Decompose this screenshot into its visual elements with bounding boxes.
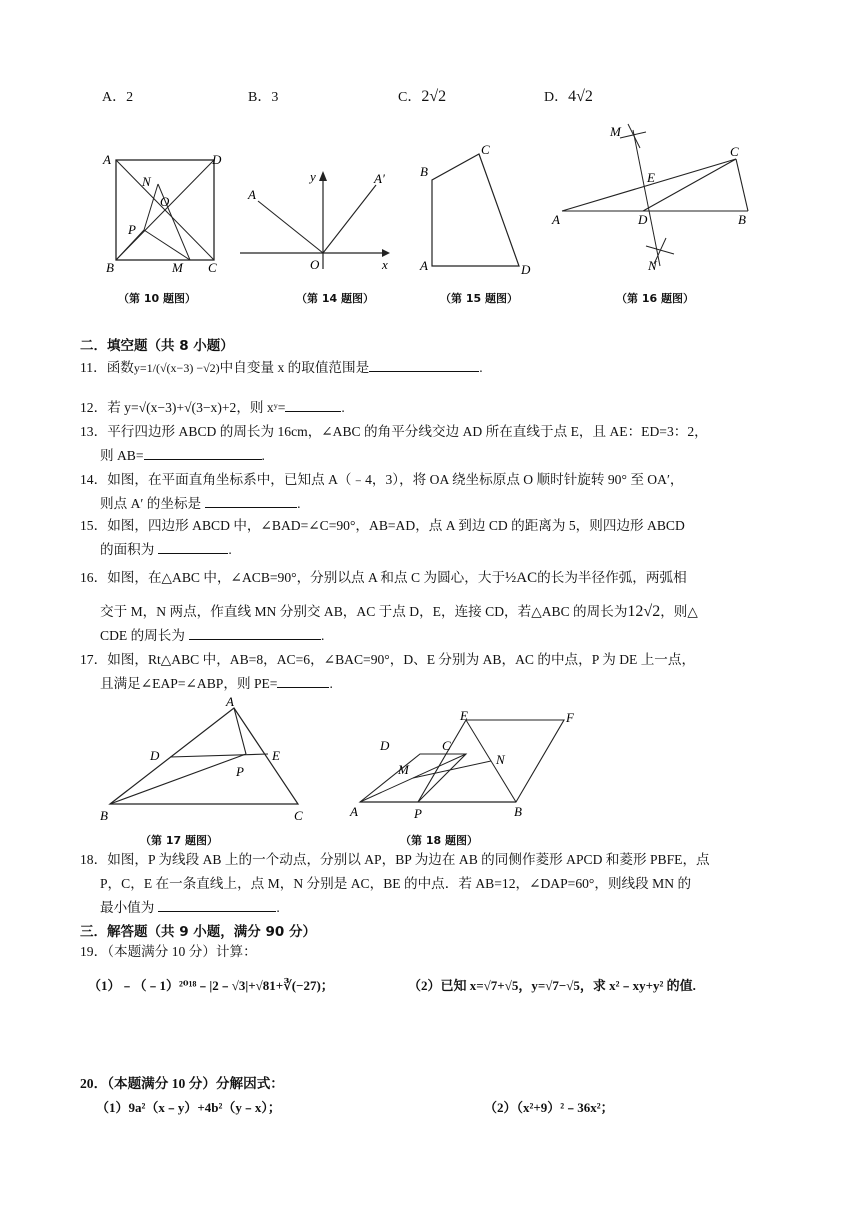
question-16-line3: CDE 的周长为 . — [100, 624, 324, 648]
fig15-caption: （第 15 题图） — [440, 292, 518, 305]
fig15-label-d: D — [521, 262, 531, 277]
fig16-label-e: E — [647, 170, 655, 185]
fig14-label-a: A — [248, 187, 256, 202]
choice-a: A．2 — [102, 90, 134, 105]
fig10-label-d: D — [212, 152, 222, 167]
question-20-part1: （1）9a²（x﹣y）+4b²（y﹣x）； — [96, 1100, 281, 1115]
fig17-caption: （第 17 题图） — [140, 834, 218, 847]
fig10-label-p: P — [128, 222, 136, 237]
fig17-label-b: B — [100, 808, 108, 823]
question-13-line2: 则 AB= . — [100, 444, 265, 468]
fig17-label-d: D — [150, 748, 160, 763]
figure-16 — [550, 118, 760, 278]
fig18-label-p: P — [414, 806, 422, 821]
fig17-label-p: P — [236, 764, 244, 779]
question-11: 11．函数y=1/(√(x−3) −√2)中自变量 x 的取值范围是 . — [80, 356, 483, 380]
question-20: 20．（本题满分 10 分）分解因式： — [80, 1076, 284, 1091]
question-18-line2: P，C，E 在一条直线上，点 M，N 分别是 AC，BE 的中点．若 AB=12，∠DAP=60°，则线段 MN 的 — [100, 876, 692, 891]
figure-10 — [100, 148, 230, 278]
question-19: 19．（本题满分 10 分）计算： — [80, 944, 257, 959]
fig15-label-b: B — [420, 164, 428, 179]
fig14-label-x: x — [382, 257, 388, 272]
fig17-label-c: C — [294, 808, 303, 823]
question-18: 18．如图，P 为线段 AB 上的一个动点，分别以 AP，BP 为边在 AB 的同侧作菱形 APCD 和菱形 PBFE，点 — [80, 852, 710, 867]
fig16-label-d: D — [638, 212, 648, 227]
question-12: 12．若 y=√(x−3)+√(3−x)+2，则 xʸ= . — [80, 396, 345, 420]
fig14-label-y: y — [310, 169, 316, 184]
question-17-line2: 且满足∠EAP=∠ABP，则 PE= . — [100, 672, 333, 696]
fig18-label-f: F — [566, 710, 574, 725]
fig16-caption: （第 16 题图） — [616, 292, 694, 305]
fig16-label-n: N — [648, 258, 657, 273]
section-3-title: 三．解答题（共 9 小题，满分 90 分） — [80, 924, 316, 940]
fig10-label-c: C — [208, 260, 217, 275]
figure-18 — [346, 708, 586, 824]
question-15: 15．如图，四边形 ABCD 中，∠BAD=∠C=90°，AB=AD，点 A 到边 CD 的距离为 5，则四边形 ABCD — [80, 518, 685, 533]
question-16-line2: 交于 M，N 两点，作直线 MN 分别交 AB，AC 于点 D，E，连接 CD，若△ABC 的周长为12√2，则△ — [100, 603, 698, 620]
fig18-label-e: E — [460, 708, 468, 723]
choice-c: C．2√2 — [398, 88, 447, 105]
figure-14 — [240, 165, 400, 280]
fig10-label-n: N — [142, 174, 151, 189]
fig18-label-c: C — [442, 738, 451, 753]
fig18-label-d: D — [380, 738, 390, 753]
fig16-label-b: B — [738, 212, 746, 227]
fig15-label-a: A — [420, 258, 428, 273]
fig10-label-o: O — [160, 194, 170, 209]
fig10-label-a: A — [103, 152, 111, 167]
question-20-part2: （2）（x²+9）²﹣36x²； — [484, 1100, 614, 1115]
fig16-label-a: A — [552, 212, 560, 227]
fig16-label-m: M — [610, 124, 621, 139]
choice-b: B．3 — [248, 90, 279, 105]
question-19-part1: （1）﹣（﹣1）²⁰¹⁸﹣|2﹣√3|+√81+∛(−27)； — [88, 978, 334, 993]
fig18-label-m: M — [398, 762, 409, 777]
question-17: 17．如图，Rt△ABC 中，AB=8，AC=6，∠BAC=90°，D、E 分别为 AB，AC 的中点，P 为 DE 上一点， — [80, 652, 696, 667]
fig18-label-n: N — [496, 752, 505, 767]
fig14-label-a-prime: A′ — [374, 171, 385, 186]
question-15-line2: 的面积为 . — [100, 538, 232, 562]
question-14-line2: 则点 A′ 的坐标是 . — [100, 492, 301, 516]
fig14-label-o: O — [310, 257, 320, 272]
question-16: 16．如图，在△ABC 中，∠ACB=90°，分别以点 A 和点 C 为圆心，大于½AC的长为半径作弧，两弧相 — [80, 570, 687, 586]
fig18-label-a: A — [350, 804, 358, 819]
choice-d: D．4√2 — [544, 88, 593, 105]
fig16-label-c: C — [730, 144, 739, 159]
fig18-label-b: B — [514, 804, 522, 819]
fig14-caption: （第 14 题图） — [296, 292, 374, 305]
fig18-caption: （第 18 题图） — [400, 834, 478, 847]
question-13: 13．平行四边形 ABCD 的周长为 16cm，∠ABC 的角平分线交边 AD 所在直线于点 E，且 AE：ED=3：2， — [80, 424, 708, 439]
figure-17 — [96, 692, 316, 824]
fig17-label-a: A — [226, 694, 234, 709]
question-19-part2: （2）已知 x=√7+√5，y=√7−√5，求 x²﹣xy+y² 的值. — [408, 978, 696, 993]
figure-15 — [415, 140, 535, 280]
question-18-line3: 最小值为 . — [100, 896, 280, 920]
question-14: 14．如图，在平面直角坐标系中，已知点 A（﹣4，3），将 OA 绕坐标原点 O 顺时针旋转 90° 至 OA′， — [80, 472, 684, 487]
fig10-label-m: M — [172, 260, 183, 275]
fig10-caption: （第 10 题图） — [118, 292, 196, 305]
fig15-label-c: C — [481, 142, 490, 157]
section-2-title: 二．填空题（共 8 小题） — [80, 338, 234, 354]
fig17-label-e: E — [272, 748, 280, 763]
fig10-label-b: B — [106, 260, 114, 275]
